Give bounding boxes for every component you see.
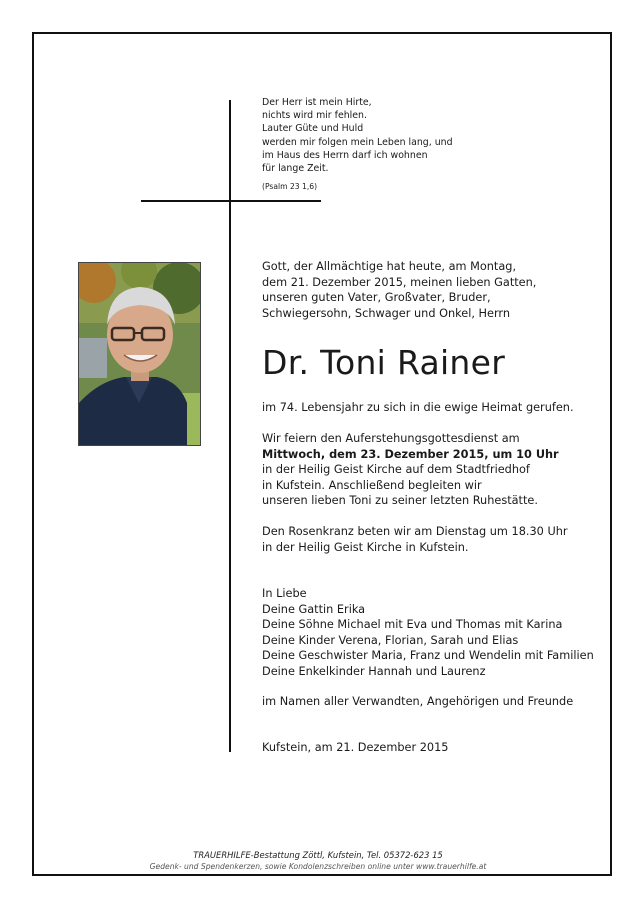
intro-line: dem 21. Dezember 2015, meinen lieben Gatten, — [262, 275, 537, 289]
intro-line: Gott, der Allmächtige hat heute, am Montag, — [262, 260, 517, 273]
service-datetime — [262, 447, 559, 463]
service-line: unseren lieben Toni zu seiner letzten Ruhestätte. — [262, 494, 538, 508]
family-list — [262, 586, 594, 680]
cross-horizontal-bar — [141, 200, 321, 202]
rosary-paragraph — [262, 524, 568, 555]
psalm-line: für lange Zeit. — [262, 163, 329, 175]
psalm-line: Lauter Güte und Huld — [262, 123, 364, 135]
intro-line: unseren guten Vater, Großvater, Bruder, — [262, 291, 491, 305]
family-line: Deine Kinder Verena, Florian, Sarah und Elias — [262, 633, 519, 647]
rosary-line: in der Heilig Geist Kirche in Kufstein. — [262, 540, 469, 554]
place-date — [262, 740, 448, 756]
psalm-line: nichts wird mir fehlen. — [262, 110, 367, 122]
relatives-paragraph — [262, 694, 573, 710]
psalm-line: Der Herr ist mein Hirte, — [262, 97, 372, 108]
deceased-name: Dr. Toni Rainer — [262, 343, 506, 382]
service-line: Wir feiern den Auferstehungsgottesdienst am — [262, 432, 520, 445]
age-line: im 74. Lebensjahr zu sich in die ewige Heimat gerufen. — [262, 401, 574, 414]
family-line: Deine Gattin Erika — [262, 602, 366, 616]
service-line: in Kufstein. Anschließend begleiten wir — [262, 478, 482, 492]
family-line: Deine Geschwister Maria, Franz und Wendelin mit Familien — [262, 649, 594, 663]
psalm-line: werden mir folgen mein Leben lang, und — [262, 136, 453, 148]
psalm-line: im Haus des Herrn darf ich wohnen — [262, 149, 428, 161]
service-paragraph — [262, 431, 559, 509]
psalm-reference: (Psalm 23 1,6) — [262, 182, 318, 192]
footer-funeral-home: TRAUERHILFE-Bestattung Zöttl, Kufstein, Tel. 05372-623 15 — [193, 850, 443, 860]
intro-paragraph — [262, 259, 536, 321]
age-paragraph — [262, 400, 574, 416]
cross-vertical-bar — [229, 100, 231, 752]
portrait-illustration — [79, 263, 200, 445]
service-datetime-bold: Mittwoch, dem 23. Dezember 2015, um 10 Uhr — [262, 447, 559, 461]
rosary-line: Den Rosenkranz beten wir am Dienstag um 18.30 Uhr — [262, 525, 568, 538]
portrait-photo — [78, 262, 201, 446]
family-line: Deine Enkelkinder Hannah und Laurenz — [262, 664, 486, 678]
family-line: In Liebe — [262, 587, 307, 600]
intro-line: Schwiegersohn, Schwager und Onkel, Herrn — [262, 306, 511, 320]
psalm-quote — [262, 96, 453, 193]
place-date-line: Kufstein, am 21. Dezember 2015 — [262, 741, 449, 754]
family-line: Deine Söhne Michael mit Eva und Thomas mit Karina — [262, 618, 563, 632]
relatives-line: im Namen aller Verwandten, Angehörigen und Freunde — [262, 695, 574, 708]
service-line: in der Heilig Geist Kirche auf dem Stadtfriedhof — [262, 463, 530, 477]
footer-online-note: Gedenk- und Spendenkerzen, sowie Kondolenzschreiben online unter www.trauerhilfe.at — [149, 862, 487, 871]
